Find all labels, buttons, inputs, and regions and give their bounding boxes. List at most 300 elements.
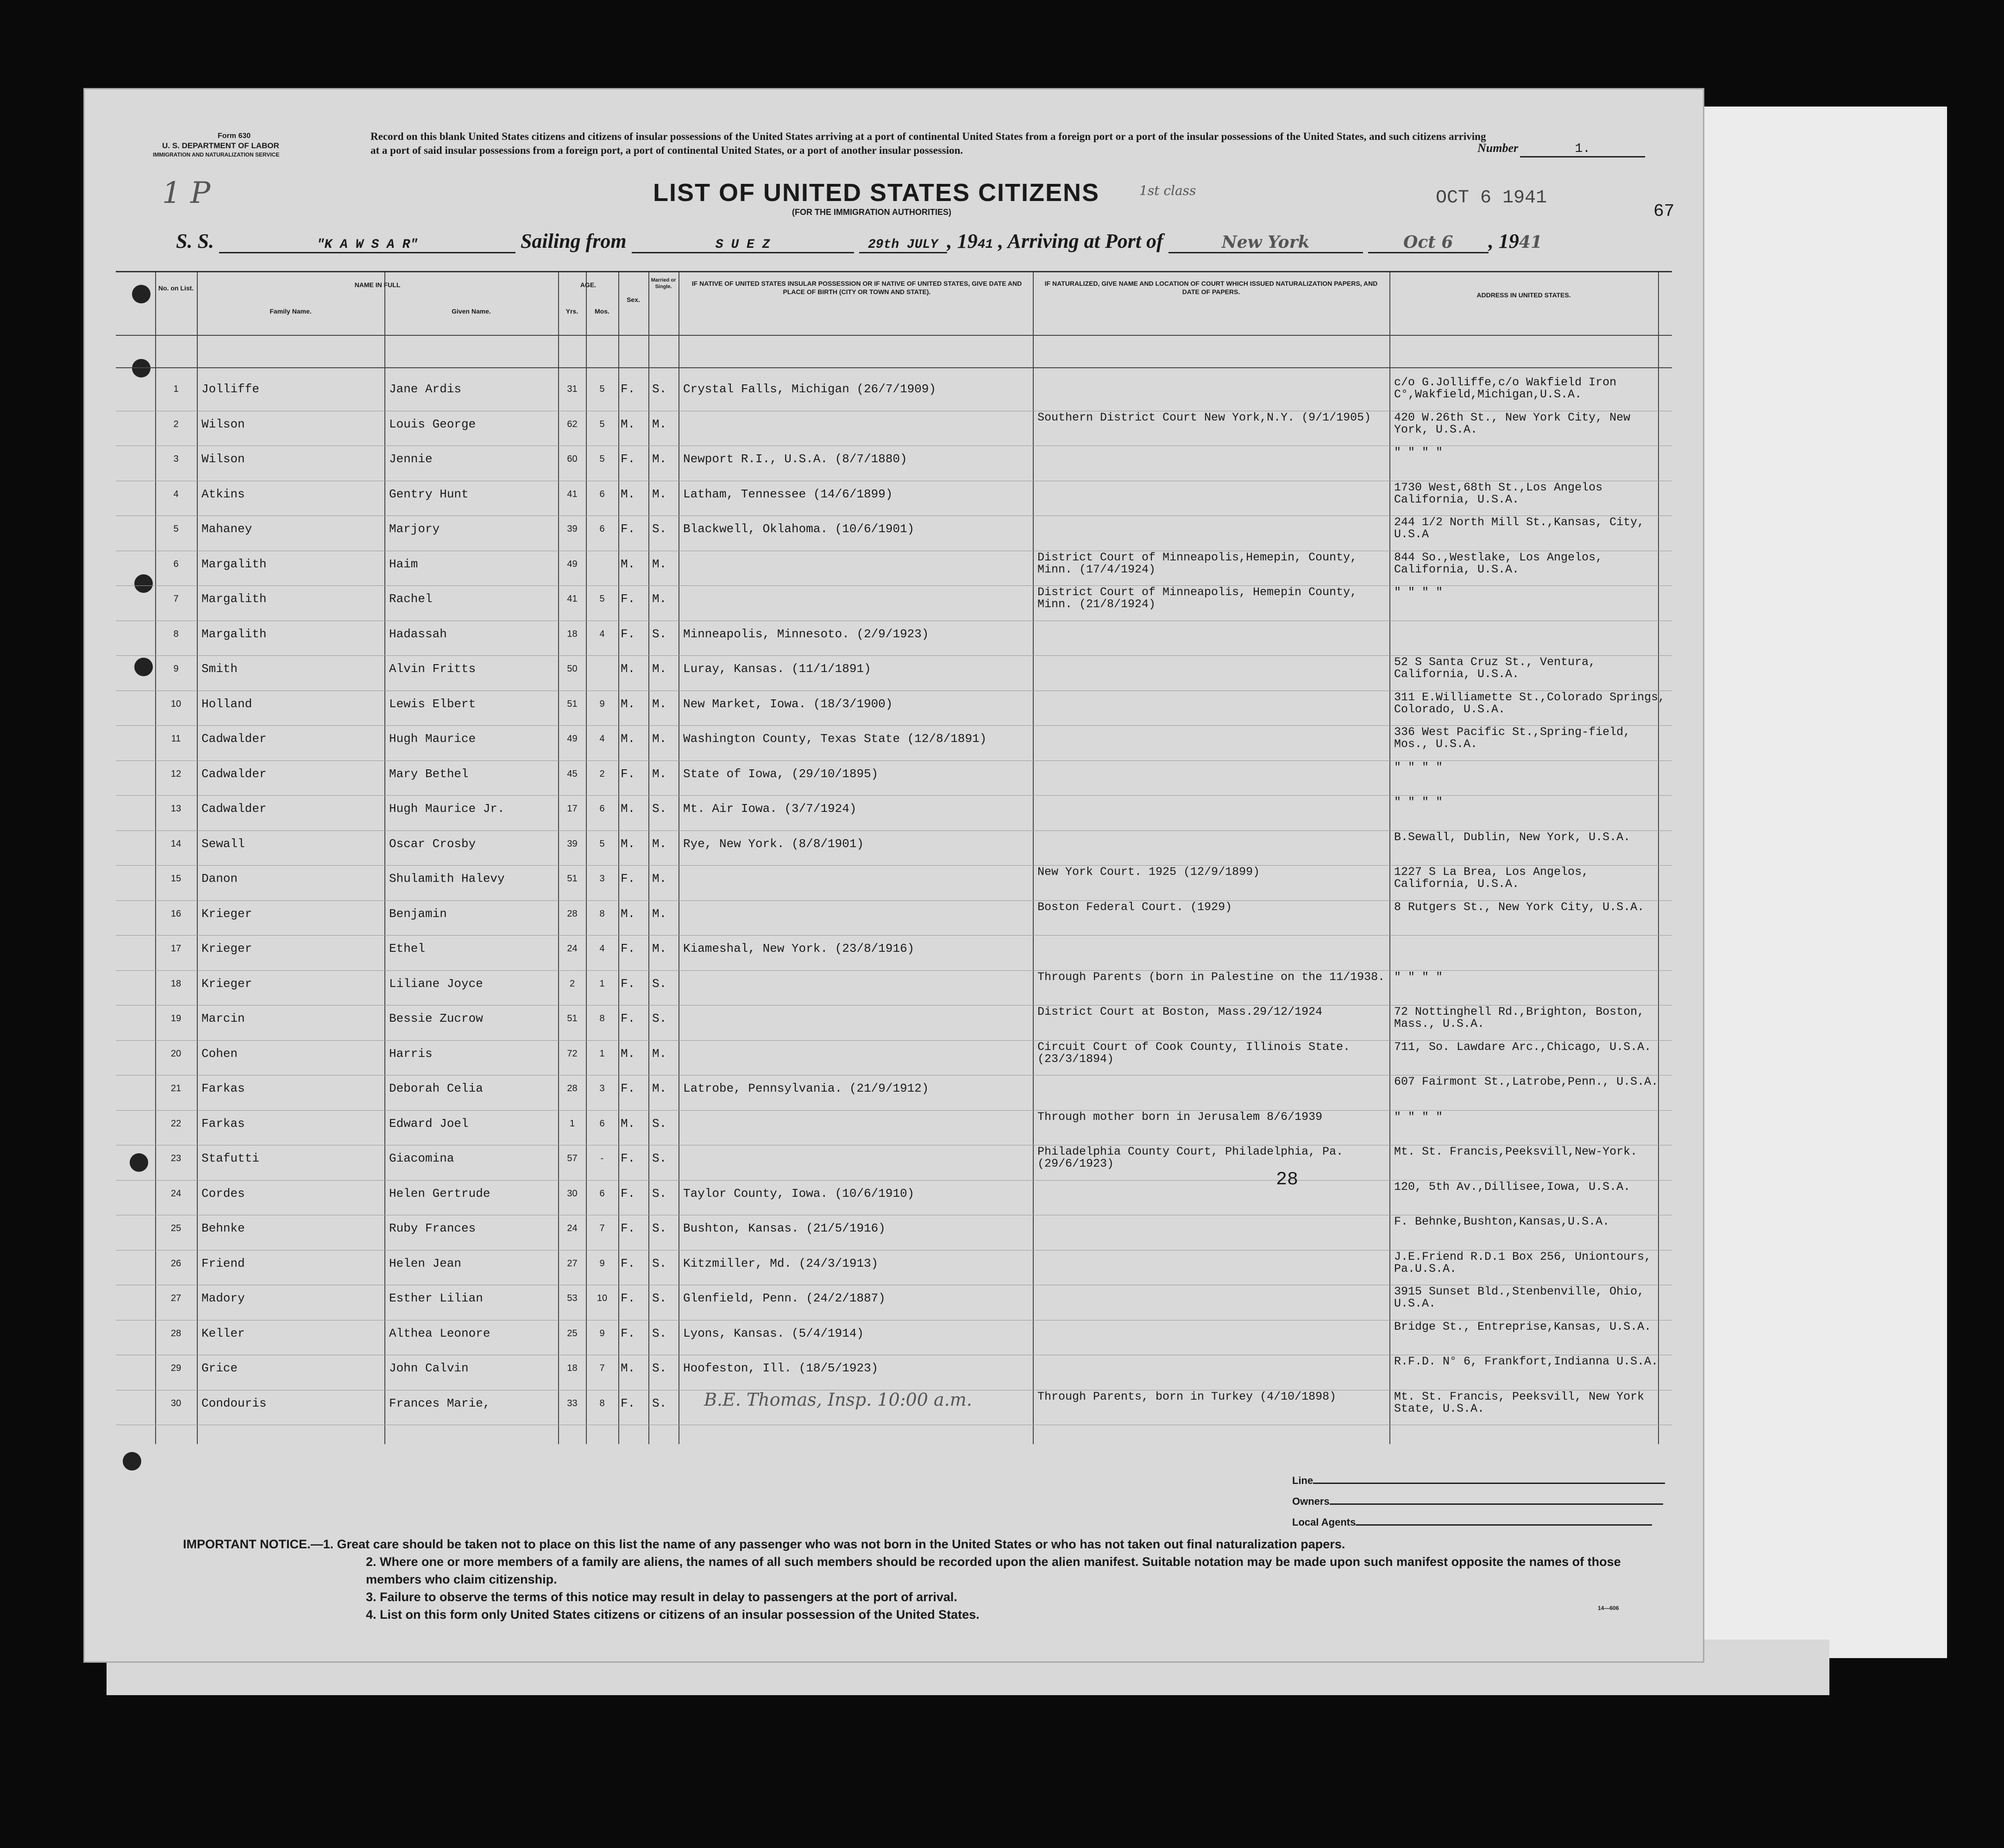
- cell-mos: 5: [599, 419, 605, 429]
- notice-4: 4. List on this form only United States citizens or citizens of an insular possession of the United States.: [366, 1608, 980, 1622]
- cell-given: Haim: [389, 557, 418, 571]
- table-row: [116, 866, 1672, 901]
- cell-sex: F.: [621, 1326, 635, 1340]
- table-row: [116, 726, 1672, 761]
- cell-ms: M.: [652, 767, 667, 781]
- cell-yrs: 51: [567, 1013, 578, 1024]
- col-birth: IF NATIVE OF UNITED STATES INSULAR POSSESSION OR IF NATIVE OF UNITED STATES, GIVE DATE AND PLACE OF BIRTH (CITY OR TOWN AND STATE).: [691, 280, 1022, 295]
- cell-no: 22: [170, 1118, 182, 1129]
- cell-ms: M.: [652, 1081, 667, 1095]
- cell-given: Mary Bethel: [389, 767, 469, 781]
- cell-given: Louis George: [389, 417, 476, 431]
- year-prefix: , 19: [947, 230, 978, 252]
- cell-mos: 5: [599, 384, 605, 394]
- cell-sex: F.: [621, 1291, 635, 1305]
- cell-family: Mahaney: [201, 522, 252, 536]
- page-number: 67: [1653, 201, 1675, 221]
- cell-family: Farkas: [201, 1116, 245, 1131]
- cell-sex: M.: [621, 557, 635, 571]
- cell-birth: Hoofeston, Ill. (18/5/1923): [683, 1361, 879, 1375]
- cell-family: Holland: [201, 697, 252, 711]
- cell-nat: New York Court. 1925 (12/9/1899): [1037, 865, 1260, 879]
- table-row: [116, 656, 1672, 691]
- cell-addr: " " " ": [1394, 760, 1443, 774]
- cell-family: Condouris: [201, 1396, 267, 1410]
- cell-ms: S.: [652, 1116, 667, 1131]
- cell-given: Esther Lilian: [389, 1291, 483, 1305]
- table-row: [116, 586, 1672, 621]
- table-row: [116, 377, 1672, 411]
- cell-addr: " " " ": [1394, 795, 1443, 809]
- cell-ms: M.: [652, 906, 667, 921]
- cell-sex: M.: [621, 662, 635, 676]
- cell-addr: " " " ": [1394, 1110, 1443, 1124]
- hand-note-title: 1st class: [1139, 183, 1196, 198]
- col-age: AGE.: [580, 281, 597, 289]
- table-row: [116, 1041, 1672, 1076]
- cell-yrs: 24: [567, 943, 578, 954]
- cell-given: Giacomina: [389, 1151, 454, 1165]
- cell-sex: M.: [621, 802, 635, 816]
- cell-addr: 72 Nottinghell Rd.,Brighton, Boston, Mass., U.S.A.: [1394, 1005, 1645, 1031]
- cell-no: 6: [173, 559, 179, 569]
- cell-sex: F.: [621, 452, 635, 466]
- cell-given: Edward Joel: [389, 1116, 469, 1131]
- table-row: [116, 901, 1672, 936]
- hand-note-left: 1 P: [162, 176, 211, 210]
- cell-addr: 844 So.,Westlake, Los Angelos, California, U.S.A.: [1394, 550, 1603, 576]
- cell-given: Lewis Elbert: [389, 697, 476, 711]
- cell-nat: Through Parents, born in Turkey (4/10/1898): [1037, 1389, 1337, 1403]
- cell-family: Margalith: [201, 592, 267, 606]
- cell-birth: Blackwell, Oklahoma. (10/6/1901): [683, 522, 915, 536]
- notice-title: IMPORTANT NOTICE.: [183, 1537, 311, 1551]
- cell-no: 23: [170, 1153, 182, 1163]
- cell-no: 1: [173, 384, 179, 394]
- form-number: Form 630: [218, 132, 251, 140]
- cell-nat: Through mother born in Jerusalem 8/6/1939: [1037, 1110, 1323, 1124]
- cell-no: 21: [170, 1083, 182, 1094]
- table-row: [116, 831, 1672, 866]
- cell-nat: District Court of Minneapolis, Hemepin County, Minn. (21/8/1924): [1037, 585, 1357, 611]
- cell-ms: S.: [652, 1256, 667, 1270]
- cell-given: Alvin Fritts: [389, 662, 476, 676]
- cell-sex: M.: [621, 836, 635, 851]
- cell-ms: S.: [652, 1186, 667, 1201]
- cell-sex: F.: [621, 767, 635, 781]
- cell-family: Atkins: [201, 487, 245, 501]
- cell-yrs: 72: [567, 1048, 578, 1059]
- cell-yrs: 51: [567, 698, 578, 709]
- cell-mos: 6: [599, 489, 605, 499]
- cell-mos: 7: [599, 1223, 605, 1233]
- cell-mos: 5: [599, 838, 605, 849]
- notice-1: —1. Great care should be taken not to place on this list the name of any passenger who was not born in the United States or who has not taken out final naturalization papers.: [310, 1537, 1345, 1551]
- line-field: [1292, 1471, 1665, 1490]
- cell-family: Krieger: [201, 906, 252, 921]
- count-note: 28: [1276, 1169, 1299, 1190]
- cell-sex: M.: [621, 1361, 635, 1375]
- cell-addr: J.E.Friend R.D.1 Box 256, Uniontours, Pa.U.S.A.: [1394, 1250, 1652, 1276]
- cell-no: 7: [173, 594, 179, 604]
- cell-addr: 244 1/2 North Mill St.,Kansas, City, U.S.A: [1394, 515, 1645, 541]
- cell-yrs: 18: [567, 1363, 578, 1373]
- cell-given: Frances Marie,: [389, 1396, 490, 1410]
- cell-yrs: 17: [567, 804, 578, 814]
- cell-yrs: 28: [567, 1083, 578, 1094]
- cell-birth: Bushton, Kansas. (21/5/1916): [683, 1221, 886, 1235]
- cell-given: Liliane Joyce: [389, 976, 483, 991]
- cell-addr: Bridge St., Entreprise,Kansas, U.S.A.: [1394, 1320, 1652, 1333]
- cell-yrs: 60: [567, 454, 578, 464]
- cell-ms: S.: [652, 976, 667, 991]
- cell-addr: " " " ": [1394, 585, 1443, 599]
- cell-ms: S.: [652, 382, 667, 396]
- table-row: [116, 761, 1672, 796]
- owners-field: [1292, 1491, 1663, 1510]
- cell-mos: 7: [599, 1363, 605, 1373]
- cell-birth: Mt. Air Iowa. (3/7/1924): [683, 802, 857, 816]
- cell-ms: M.: [652, 872, 667, 886]
- cell-yrs: 39: [567, 838, 578, 849]
- table-row: [116, 1356, 1672, 1390]
- cell-family: Madory: [201, 1291, 245, 1305]
- cell-given: Hugh Maurice Jr.: [389, 802, 505, 816]
- cell-ms: M.: [652, 732, 667, 746]
- cell-given: Helen Gertrude: [389, 1186, 490, 1201]
- cell-mos: 2: [599, 768, 605, 779]
- cell-yrs: 27: [567, 1258, 578, 1269]
- page-title: LIST OF UNITED STATES CITIZENS: [653, 179, 1099, 207]
- cell-addr: 311 E.Williamette St.,Colorado Springs, Colorado, U.S.A.: [1394, 690, 1665, 716]
- cell-mos: 5: [599, 594, 605, 604]
- cell-yrs: 57: [567, 1153, 578, 1163]
- cell-addr: " " " ": [1394, 970, 1443, 984]
- cell-family: Cadwalder: [201, 767, 267, 781]
- cell-birth: Glenfield, Penn. (24/2/1887): [683, 1291, 886, 1305]
- table-row: [116, 1006, 1672, 1041]
- cell-yrs: 62: [567, 419, 578, 429]
- cell-addr: 607 Fairmont St.,Latrobe,Penn., U.S.A.: [1394, 1075, 1658, 1088]
- cell-birth: Minneapolis, Minnesoto. (2/9/1923): [683, 627, 929, 641]
- cell-ms: M.: [652, 417, 667, 431]
- cell-family: Margalith: [201, 557, 267, 571]
- cell-addr: 52 S Santa Cruz St., Ventura, California, U.S.A.: [1394, 655, 1596, 681]
- cell-no: 24: [170, 1188, 182, 1199]
- binder-hole: [123, 1452, 141, 1471]
- cell-mos: -: [600, 1153, 604, 1163]
- col-naturalized: IF NATURALIZED, GIVE NAME AND LOCATION OF COURT WHICH ISSUED NATURALIZATION PAPERS, AND DATE OF PAPERS.: [1044, 280, 1378, 295]
- cell-yrs: 41: [567, 594, 578, 604]
- cell-given: Shulamith Halevy: [389, 872, 505, 886]
- cell-addr: 1730 West,68th St.,Los Angelos California, U.S.A.: [1394, 480, 1603, 506]
- cell-ms: S.: [652, 1012, 667, 1025]
- cell-given: Gentry Hunt: [389, 487, 469, 501]
- cell-sex: F.: [621, 942, 635, 955]
- cell-given: Marjory: [389, 522, 440, 536]
- cell-mos: 3: [599, 874, 605, 884]
- year-prefix-2: , 19: [1488, 230, 1519, 252]
- cell-ms: S.: [652, 1326, 667, 1340]
- cell-given: Ethel: [389, 942, 426, 955]
- cell-family: Stafutti: [201, 1151, 259, 1165]
- cell-no: 3: [173, 454, 179, 464]
- cell-ms: S.: [652, 802, 667, 816]
- cell-no: 17: [170, 943, 182, 954]
- cell-nat: Philadelphia County Court, Philadelphia, Pa. (29/6/1923): [1037, 1145, 1344, 1170]
- arrival-year: 41: [1519, 233, 1542, 252]
- cell-addr: Mt. St. Francis, Peeksvill, New York State, U.S.A.: [1394, 1389, 1645, 1415]
- cell-birth: Taylor County, Iowa. (10/6/1910): [683, 1186, 915, 1201]
- cell-no: 27: [170, 1293, 182, 1303]
- cell-family: Grice: [201, 1361, 238, 1375]
- cell-family: Krieger: [201, 942, 252, 955]
- cell-sex: F.: [621, 1151, 635, 1165]
- department: U. S. DEPARTMENT OF LABOR: [162, 141, 279, 150]
- cell-no: 4: [173, 489, 179, 499]
- cell-birth: Kiameshal, New York. (23/8/1916): [683, 942, 915, 955]
- cell-ms: M.: [652, 592, 667, 606]
- cell-ms: S.: [652, 1396, 667, 1410]
- cell-nat: Southern District Court New York,N.Y. (9/1/1905): [1037, 410, 1371, 424]
- cell-no: 16: [170, 908, 182, 919]
- cell-addr: " " " ": [1394, 446, 1443, 459]
- ship-line: [176, 229, 1542, 253]
- cell-family: Farkas: [201, 1081, 245, 1095]
- col-address: ADDRESS IN UNITED STATES.: [1476, 291, 1571, 299]
- cell-sex: F.: [621, 872, 635, 886]
- cell-given: Harris: [389, 1046, 433, 1061]
- cell-yrs: 41: [567, 489, 578, 499]
- cell-sex: F.: [621, 1081, 635, 1095]
- cell-family: Behnke: [201, 1221, 245, 1235]
- col-married: Married or Single.: [651, 277, 676, 289]
- notice-3: 3. Failure to observe the terms of this notice may result in delay to passengers at the port of arrival.: [366, 1590, 957, 1604]
- cell-family: Cadwalder: [201, 732, 267, 746]
- cell-ms: S.: [652, 522, 667, 536]
- cell-no: 18: [170, 978, 182, 989]
- cell-no: 5: [173, 524, 179, 534]
- table-row: [116, 516, 1672, 551]
- cell-sex: F.: [621, 1186, 635, 1201]
- cell-birth: State of Iowa, (29/10/1895): [683, 767, 879, 781]
- sailing-label: Sailing from: [520, 230, 627, 252]
- cell-ms: S.: [652, 1221, 667, 1235]
- col-mos: Mos.: [595, 308, 609, 315]
- cell-yrs: 30: [567, 1188, 578, 1199]
- cell-sex: F.: [621, 522, 635, 536]
- cell-no: 29: [170, 1363, 182, 1373]
- table-row: [116, 1181, 1672, 1216]
- table-row: [116, 1076, 1672, 1111]
- cell-ms: M.: [652, 557, 667, 571]
- passenger-table: [116, 271, 1672, 1444]
- cell-mos: 1: [599, 978, 605, 989]
- cell-mos: 3: [599, 1083, 605, 1094]
- cell-sex: F.: [621, 592, 635, 606]
- cell-ms: M.: [652, 662, 667, 676]
- table-row: [116, 691, 1672, 726]
- cell-mos: 4: [599, 943, 605, 954]
- arriving-label: , Arriving at Port of: [998, 230, 1163, 252]
- service: IMMIGRATION AND NATURALIZATION SERVICE: [153, 151, 280, 158]
- table-row: [116, 552, 1672, 586]
- form-instructions: Record on this blank United States citizens and citizens of insular possessions of the United States arriving at a port of continental United States from a foreign port or a port of the insular possessions of the United States, and such citizens arriving at a port of said insular possessions from a foreign port, a port of continental United States, or a port of another insular possession.: [371, 131, 1486, 156]
- cell-family: Sewall: [201, 836, 245, 851]
- table-row: [116, 936, 1672, 971]
- cell-birth: Rye, New York. (8/8/1901): [683, 836, 864, 851]
- table-row: [116, 1251, 1672, 1286]
- cell-mos: 9: [599, 698, 605, 709]
- cell-mos: 8: [599, 908, 605, 919]
- cell-yrs: 28: [567, 908, 578, 919]
- col-family-name: Family Name.: [270, 308, 312, 315]
- cell-no: 10: [170, 698, 182, 709]
- cell-family: Cadwalder: [201, 802, 267, 816]
- cell-ms: S.: [652, 1151, 667, 1165]
- cell-no: 11: [171, 734, 181, 744]
- cell-birth: Newport R.I., U.S.A. (8/7/1880): [683, 452, 907, 466]
- cell-no: 19: [170, 1013, 182, 1024]
- cell-ms: M.: [652, 487, 667, 501]
- table-row: [116, 1146, 1672, 1181]
- cell-ms: M.: [652, 836, 667, 851]
- cell-sex: M.: [621, 697, 635, 711]
- sailing-date: 29th JULY: [859, 238, 947, 253]
- cell-mos: 9: [599, 1258, 605, 1269]
- cell-family: Keller: [201, 1326, 245, 1340]
- cell-family: Friend: [201, 1256, 245, 1270]
- cell-no: 8: [173, 629, 179, 639]
- cell-given: Rachel: [389, 592, 433, 606]
- cell-mos: 1: [599, 1048, 605, 1059]
- cell-nat: Boston Federal Court. (1929): [1037, 900, 1232, 914]
- cell-mos: 8: [599, 1398, 605, 1408]
- sailing-port: S U E Z: [632, 238, 854, 253]
- cell-sex: M.: [621, 732, 635, 746]
- cell-mos: 4: [599, 734, 605, 744]
- arrival-stamp: OCT 6 1941: [1436, 188, 1547, 208]
- line-label: Line: [1292, 1475, 1313, 1486]
- cell-mos: 6: [599, 1118, 605, 1129]
- cell-family: Marcin: [201, 1012, 245, 1025]
- table-row: [116, 412, 1672, 446]
- cell-given: Jennie: [389, 452, 433, 466]
- cell-given: Oscar Crosby: [389, 836, 476, 851]
- cell-sex: F.: [621, 1012, 635, 1025]
- cell-ms: S.: [652, 1291, 667, 1305]
- page-subtitle: (FOR THE IMMIGRATION AUTHORITIES): [792, 207, 951, 217]
- cell-addr: B.Sewall, Dublin, New York, U.S.A.: [1394, 830, 1631, 844]
- cell-mos: 6: [599, 804, 605, 814]
- cell-ms: M.: [652, 697, 667, 711]
- table-row: [116, 1216, 1672, 1251]
- owners-label: Owners: [1292, 1496, 1330, 1507]
- cell-sex: F.: [621, 1221, 635, 1235]
- cell-birth: Lyons, Kansas. (5/4/1914): [683, 1326, 864, 1340]
- cell-mos: 10: [597, 1293, 608, 1303]
- cell-no: 15: [170, 874, 182, 884]
- table-row: [116, 446, 1672, 481]
- cell-given: Benjamin: [389, 906, 447, 921]
- ship-name: "K A W S A R": [219, 238, 515, 253]
- cell-family: Wilson: [201, 452, 245, 466]
- cell-yrs: 31: [567, 384, 578, 394]
- cell-addr: Mt. St. Francis,Peeksvill,New-York.: [1394, 1145, 1638, 1158]
- cell-ms: M.: [652, 1046, 667, 1061]
- cell-birth: Latham, Tennessee (14/6/1899): [683, 487, 893, 501]
- cell-birth: Washington County, Texas State (12/8/1891): [683, 732, 987, 746]
- cell-addr: 1227 S La Brea, Los Angelos, California, U.S.A.: [1394, 865, 1589, 891]
- cell-nat: District Court of Minneapolis,Hemepin, County, Minn. (17/4/1924): [1037, 550, 1357, 576]
- number-label: Number: [1477, 141, 1519, 155]
- cell-no: 20: [170, 1048, 182, 1059]
- cell-sex: F.: [621, 976, 635, 991]
- cell-yrs: 53: [567, 1293, 578, 1303]
- cell-yrs: 45: [567, 768, 578, 779]
- cell-given: Deborah Celia: [389, 1081, 483, 1095]
- cell-mos: 6: [599, 1188, 605, 1199]
- background-page: [1686, 107, 1947, 1658]
- cell-mos: 9: [599, 1328, 605, 1339]
- cell-given: Hugh Maurice: [389, 732, 476, 746]
- inspector-signature: B.E. Thomas, Insp. 10:00 a.m.: [704, 1389, 972, 1410]
- cell-family: Jolliffe: [201, 382, 259, 396]
- cell-given: Althea Leonore: [389, 1326, 490, 1340]
- agents-field: [1292, 1512, 1652, 1531]
- cell-sex: F.: [621, 382, 635, 396]
- cell-addr: 711, So. Lawdare Arc.,Chicago, U.S.A.: [1394, 1040, 1652, 1054]
- cell-addr: 420 W.26th St., New York City, New York, U.S.A.: [1394, 410, 1631, 436]
- col-sex: Sex.: [627, 296, 640, 303]
- cell-ms: M.: [652, 452, 667, 466]
- form-code: 14—606: [1598, 1605, 1619, 1611]
- cell-yrs: 24: [567, 1223, 578, 1233]
- cell-sex: F.: [621, 627, 635, 641]
- cell-no: 13: [170, 804, 182, 814]
- notice-2: 2. Where one or more members of a family are aliens, the names of all such members should be recorded upon the alien manifest. Suitable notation may be made upon such manifest opposite the names of those members who claim citizenship.: [366, 1555, 1621, 1586]
- cell-yrs: 50: [567, 664, 578, 674]
- cell-sex: M.: [621, 906, 635, 921]
- cell-ms: S.: [652, 627, 667, 641]
- cell-mos: 6: [599, 524, 605, 534]
- cell-family: Wilson: [201, 417, 245, 431]
- cell-sex: M.: [621, 417, 635, 431]
- cell-family: Danon: [201, 872, 238, 886]
- cell-yrs: 18: [567, 629, 578, 639]
- cell-addr: 120, 5th Av.,Dillisee,Iowa, U.S.A.: [1394, 1180, 1631, 1194]
- table-row: [116, 1111, 1672, 1146]
- number-value: 1.: [1520, 142, 1645, 157]
- cell-no: 14: [170, 838, 182, 849]
- cell-given: Helen Jean: [389, 1256, 462, 1270]
- cell-addr: R.F.D. N° 6, Frankfort,Indianna U.S.A.: [1394, 1355, 1658, 1368]
- arrival-port: New York: [1168, 233, 1363, 253]
- cell-no: 2: [173, 419, 179, 429]
- cell-sex: F.: [621, 1396, 635, 1410]
- cell-no: 30: [170, 1398, 182, 1408]
- cell-mos: 4: [599, 629, 605, 639]
- cell-yrs: 49: [567, 734, 578, 744]
- table-row: [116, 796, 1672, 831]
- cell-addr: F. Behnke,Bushton,Kansas,U.S.A.: [1394, 1215, 1610, 1228]
- number-field: [1477, 141, 1645, 157]
- cell-ms: M.: [652, 942, 667, 955]
- cell-birth: New Market, Iowa. (18/3/1900): [683, 697, 893, 711]
- cell-sex: M.: [621, 487, 635, 501]
- cell-family: Cohen: [201, 1046, 238, 1061]
- cell-yrs: 33: [567, 1398, 578, 1408]
